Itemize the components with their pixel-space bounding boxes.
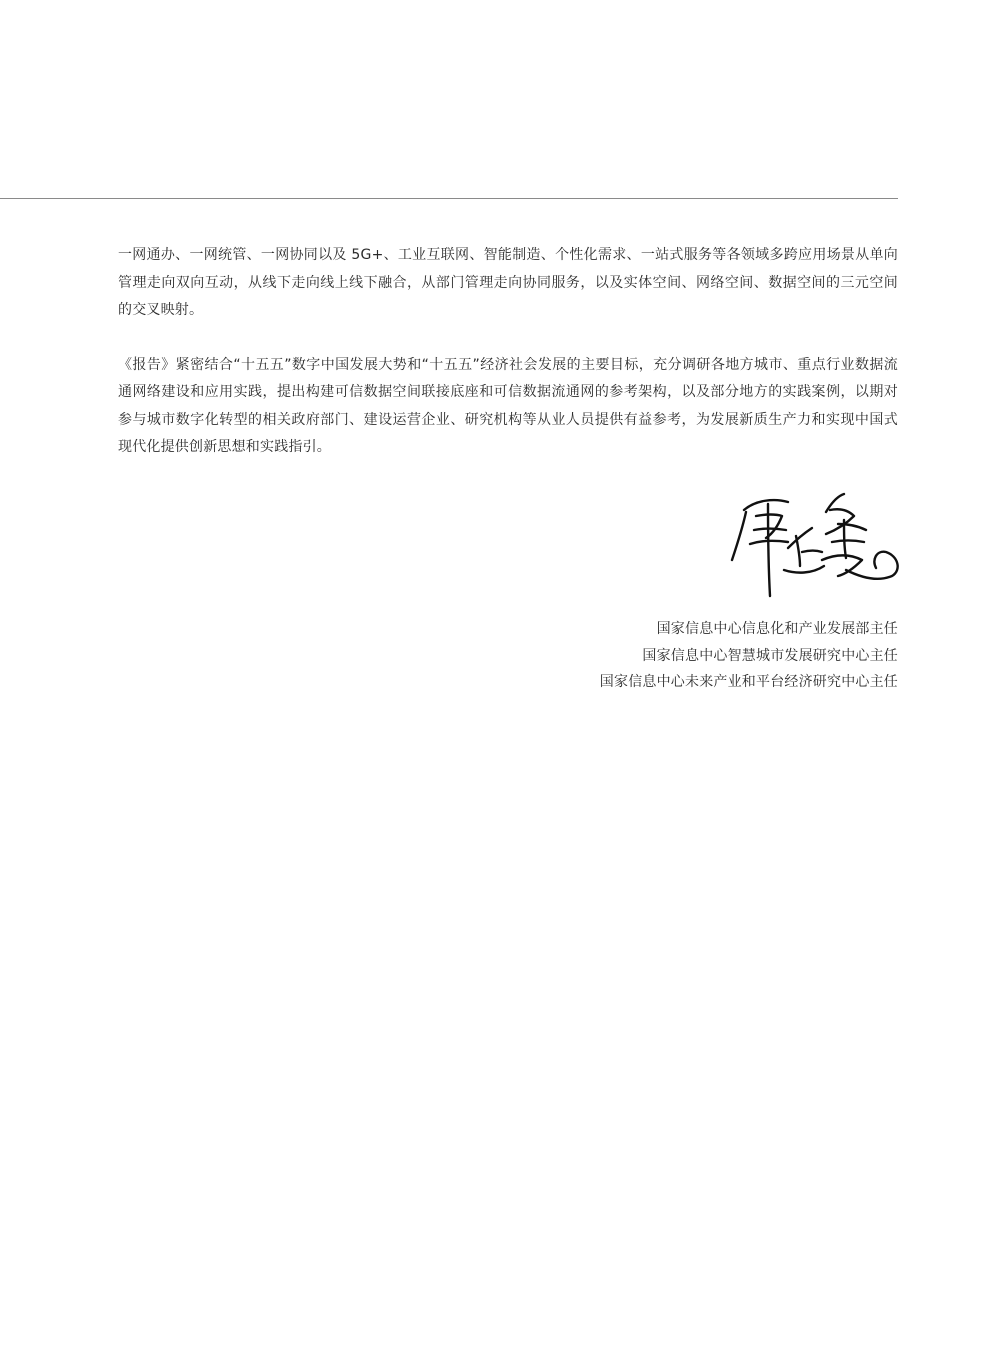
top-divider-line — [0, 198, 898, 199]
paragraph-2: 《报告》紧密结合“十五五”数字中国发展大势和“十五五”经济社会发展的主要目标，充分调研各地方城市、重点行业数据流通网络建设和应用实践，提出构建可信数据空间联接底座和可信数据流通网的参考架构，以及部分地方的实践案例，以期对参与城市数字化转型的相关政府部门、建设运营企业、研究机构等从业人员提供有益参考，为发展新质生产力和实现中国式现代化提供创新思想和实践指引。 — [118, 356, 898, 455]
author-title-line: 国家信息中心未来产业和平台经济研究中心主任 — [599, 674, 898, 690]
paragraph-1: 一网通办、一网统管、一网协同以及 5G+、工业互联网、智能制造、个性化需求、一站式服务等各领域多跨应用场景从单向管理走向双向互动，从线下走向线上线下融合，从部门管理走向协同服务，以及实体空间、网络空间、数据空间的三元空间的交叉映射。 — [118, 247, 898, 318]
handwritten-signature — [726, 490, 904, 602]
author-title-line: 国家信息中心智慧城市发展研究中心主任 — [642, 647, 898, 664]
body-text — [118, 242, 898, 462]
author-titles — [600, 616, 898, 696]
author-title-line: 国家信息中心信息化和产业发展部主任 — [656, 621, 898, 637]
